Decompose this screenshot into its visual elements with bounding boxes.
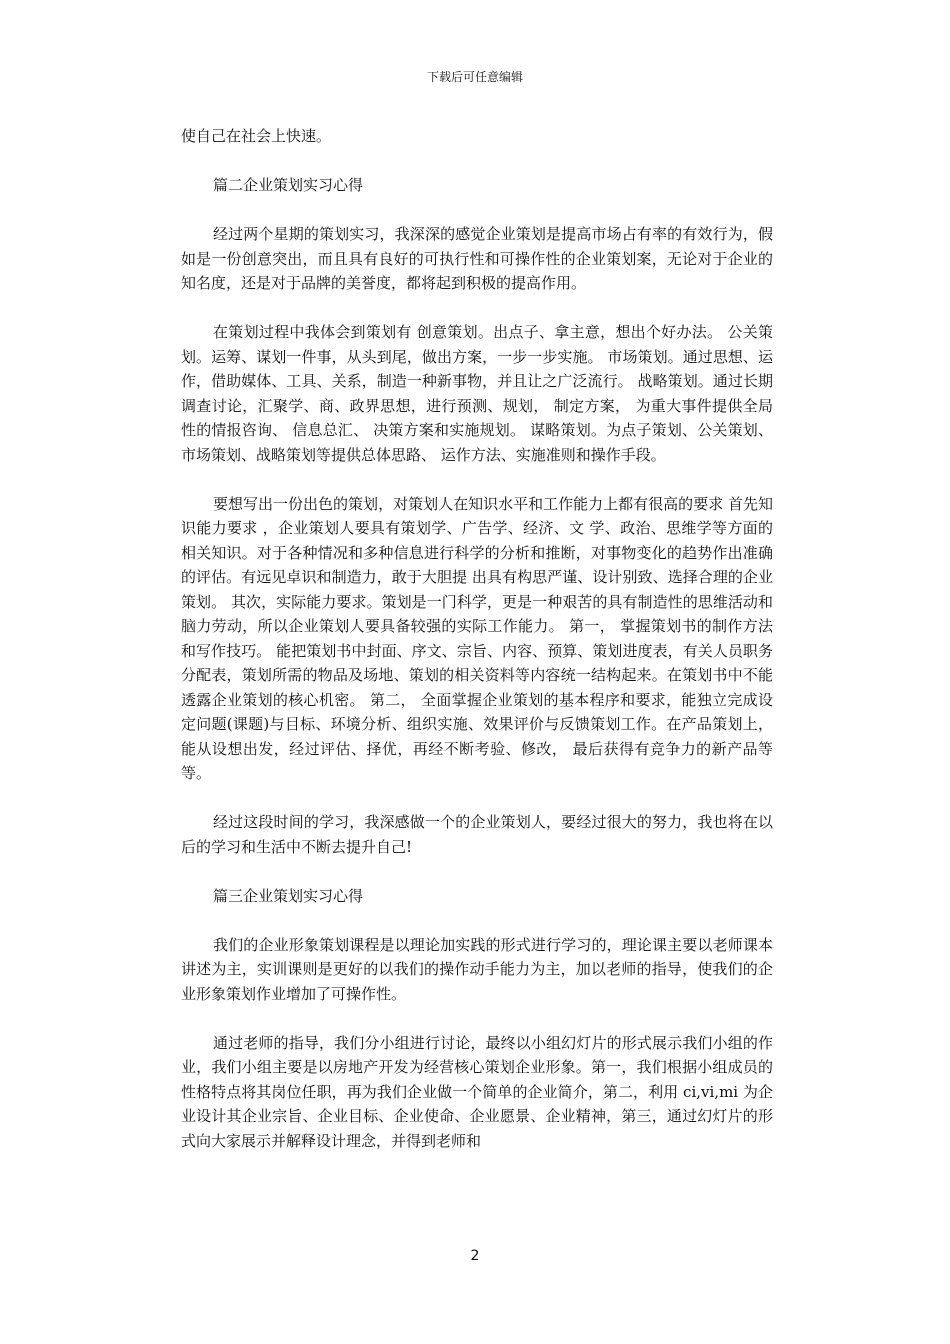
page-number: 2 <box>470 1248 480 1264</box>
paragraph-continuation: 使自己在社会上快速。 <box>181 127 332 145</box>
paragraph: 经过两个星期的策划实习，我深深的感觉企业策划是提高市场占有率的有效行为，假如是一份创意突出，而且具有良好的可执行性和可操作性的企业策划案，无论对于企业的知名度，还是对于品牌的美誉度，都将起到积极的提高作用。 <box>181 225 773 292</box>
paragraph: 要想写出一份出色的策划，对策划人在知识水平和工作能力上都有很高的要求 首先知识能力要求 ，企业策划人要具有策划学、广告学、经济、文 学、政治、思维学等方面的相关知识。对于各种情况和多种信息进行科学的分析和推断，对事物变化的趋势作出准确的评估。有远见卓识和制造力，敢于大胆提 出具有构思严谨、设计别致、选择合理的企业策划。 其次，实际能力要求。策划是一门科学，更是一种艰苦的具有制造性的思维活动和脑力劳动，所以企业策划人要具备较强的实际工作能力。 第一， 掌握策划书的制作方法和写作技巧。 能把策划书中封面、序文、宗旨、内容、预算、策划进度表，有关人员职务分配表，策划所需的物品及场地、策划的相关资料等内容统一结构起来。在策划书中不能透露企业策划的核心机密。 第二， 全面掌握企业策划的基本程序和要求，能独立完成设定问题(课题)与目标、环境分析、组织实施、效果评价与反馈策划工作。在产品策划上，能从设想出发，经过评估、择优，再经不断考验、修改， 最后获得有竞争力的新产品等等。 <box>181 494 773 782</box>
document-body <box>181 124 773 1153</box>
paragraph: 在策划过程中我体会到策划有 创意策划。出点子、拿主意，想出个好办法。 公关策划。运筹、谋划一件事，从头到尾，做出方案，一步一步实施。 市场策划。通过思想、运作，借助媒体、工具、关系，制造一种新事物，并且让之广泛流行。 战略策划。通过长期调查讨论，汇聚学、商、政界思想，进行预测、规划， 制定方案， 为重大事件提供全局性的情报咨询、 信息总汇、 决策方案和实施规划。 谋略策划。为点子策划、公关策划、市场策划、战略策划等提供总体思路、 运作方法、实施准则和操作手段。 <box>181 323 773 464</box>
section-heading-2: 篇二企业策划实习心得 <box>213 176 364 194</box>
paragraph: 通过老师的指导，我们分小组进行讨论，最终以小组幻灯片的形式展示我们小组的作业，我们小组主要是以房地产开发为经营核心策划企业形象。第一，我们根据小组成员的性格特点将其岗位任职，再为我们企业做一个简单的企业简介，第二，利用 ci,vi,mi 为企业设计其企业宗旨、企业目标、企业使命、企业愿景、企业精神，第三，通过幻灯片的形式向大家展示并解释设计理念，并得到老师和 <box>181 1033 773 1150</box>
page-header: 下载后可任意编辑 <box>426 70 523 84</box>
paragraph: 我们的企业形象策划课程是以理论加实践的形式进行学习的，理论课主要以老师课本讲述为主，实训课则是更好的以我们的操作动手能力为主，加以老师的指导，使我们的企业形象策划作业增加了可操作性。 <box>181 935 773 1003</box>
paragraph: 经过这段时间的学习，我深感做一个的企业策划人，要经过很大的努力，我也将在以后的学习和生活中不断去提升自己! <box>181 813 773 856</box>
section-heading-3: 篇三企业策划实习心得 <box>213 886 364 905</box>
